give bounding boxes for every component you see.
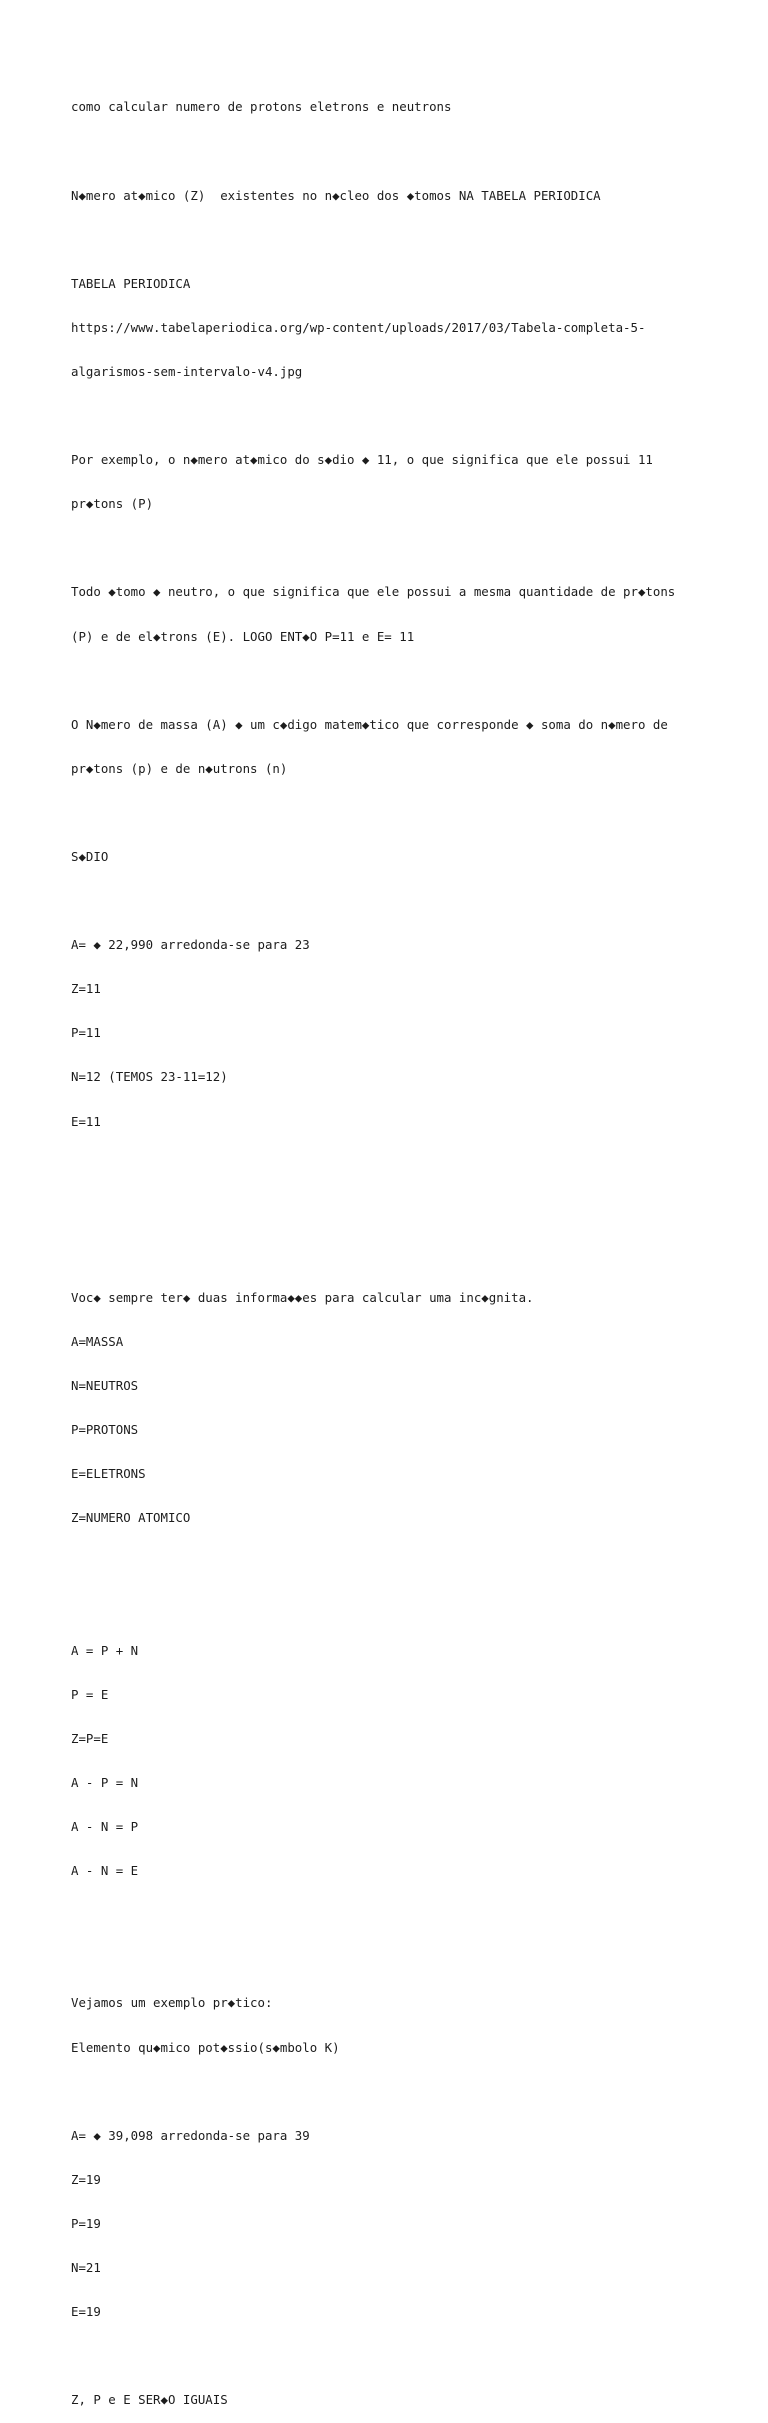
doc-line: Z=NUMERO ATOMICO: [71, 1510, 191, 1526]
doc-line: Voc◆ sempre ter◆ duas informa◆◆es para calcular uma inc◆gnita.: [71, 1289, 534, 1305]
blank-line: [71, 1600, 711, 1615]
blank-line: [71, 894, 711, 909]
blank-line: [71, 1203, 711, 1218]
doc-line: Vejamos um exemplo pr◆tico:: [71, 1995, 273, 2011]
doc-line: algarismos-sem-intervalo-v4.jpg: [71, 363, 303, 379]
blank-line: [71, 1952, 711, 1967]
doc-line: P=PROTONS: [71, 1422, 139, 1438]
doc-line: P=11: [71, 1025, 101, 1041]
doc-line: Elemento qu◆mico pot◆ssio(s◆mbolo K): [71, 2039, 340, 2055]
doc-line: O N◆mero de massa (A) ◆ um c◆digo matem◆tico que corresponde ◆ soma do n◆mero de: [71, 716, 668, 732]
blank-line: [71, 2085, 711, 2100]
document-body: [71, 71, 711, 2423]
doc-line: N=12 (TEMOS 23-11=12): [71, 1069, 228, 1085]
blank-line: [71, 233, 711, 248]
doc-line: A=MASSA: [71, 1334, 124, 1350]
blank-line: [71, 2349, 711, 2364]
doc-line: A - N = P: [71, 1819, 139, 1835]
doc-line: E=19: [71, 2304, 101, 2320]
doc-line: Z=P=E: [71, 1730, 109, 1746]
doc-line: como calcular numero de protons eletrons e neutrons: [71, 99, 452, 115]
doc-line: A= ◆ 22,990 arredonda-se para 23: [71, 937, 310, 953]
blank-line: [71, 1247, 711, 1262]
doc-line: Todo ◆tomo ◆ neutro, o que significa que ele possui a mesma quantidade de pr◆tons: [71, 584, 676, 600]
blank-line: [71, 145, 711, 160]
doc-line: Z=11: [71, 981, 101, 997]
doc-line: P=19: [71, 2215, 101, 2231]
doc-line: Z, P e E SER◆O IGUAIS: [71, 2392, 228, 2408]
doc-line: N◆mero at◆mico (Z) existentes no n◆cleo dos ◆tomos NA TABELA PERIODICA: [71, 187, 601, 203]
blank-line: [71, 541, 711, 556]
doc-line: A = P + N: [71, 1642, 139, 1658]
doc-line: TABELA PERIODICA: [71, 275, 191, 291]
doc-line: P = E: [71, 1686, 109, 1702]
doc-line: Z=19: [71, 2171, 101, 2187]
blank-line: [71, 1908, 711, 1923]
doc-line: N=21: [71, 2260, 101, 2275]
doc-line: pr◆tons (p) e de n◆utrons (n): [71, 760, 288, 776]
doc-line: A - N = E: [71, 1863, 139, 1879]
doc-line: S◆DIO: [71, 849, 109, 864]
doc-line: A - P = N: [71, 1774, 139, 1790]
blank-line: [71, 1159, 711, 1174]
blank-line: [71, 674, 711, 689]
doc-line: A= ◆ 39,098 arredonda-se para 39: [71, 2127, 310, 2143]
doc-line: Por exemplo, o n◆mero at◆mico do s◆dio ◆ 11, o que significa que ele possui 11: [71, 452, 653, 468]
blank-line: [71, 806, 711, 821]
doc-line: (P) e de el◆trons (E). LOGO ENT◆O P=11 e E= 11: [71, 628, 415, 644]
blank-line: [71, 1556, 711, 1571]
doc-line: E=ELETRONS: [71, 1466, 146, 1482]
doc-line: pr◆tons (P): [71, 496, 154, 512]
doc-line: N=NEUTROS: [71, 1378, 139, 1394]
blank-line: [71, 409, 711, 424]
doc-line: E=11: [71, 1113, 101, 1129]
doc-line: https://www.tabelaperiodica.org/wp-content/uploads/2017/03/Tabela-completa-5-: [71, 319, 646, 335]
